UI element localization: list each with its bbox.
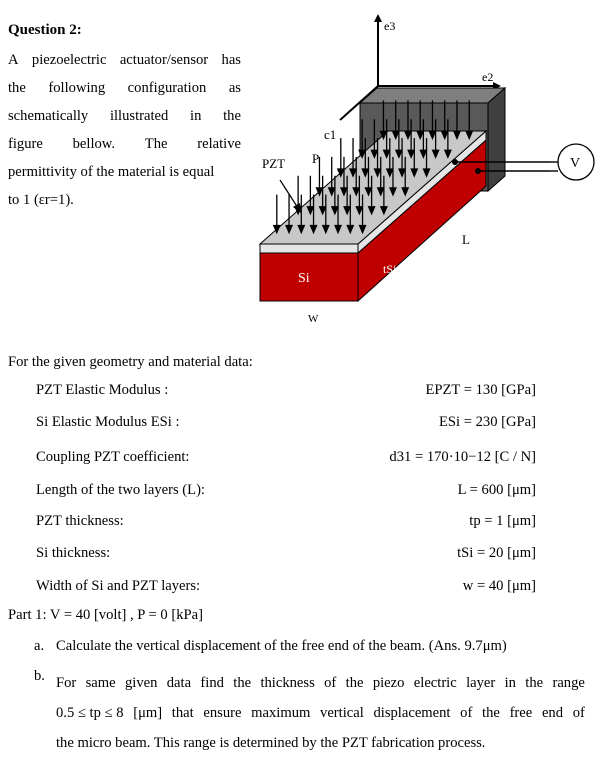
axis-e3-label: e3 bbox=[384, 19, 396, 33]
intro-word: has bbox=[221, 52, 241, 68]
intro-word: bellow. bbox=[72, 136, 116, 152]
intro-line bbox=[8, 102, 241, 130]
axis-c1-label: c1 bbox=[324, 127, 337, 142]
geometry-row-label: Length of the two layers (L): bbox=[36, 482, 205, 498]
question-title: Question 2: bbox=[8, 22, 82, 38]
geometry-row-label: PZT thickness: bbox=[36, 513, 124, 529]
item-b-word: the bbox=[345, 675, 364, 691]
intro-line bbox=[8, 74, 241, 102]
intro-word: relative bbox=[197, 136, 241, 152]
item-b-word: ensure bbox=[203, 705, 242, 721]
intro-word: The bbox=[144, 136, 168, 152]
geometry-row bbox=[36, 513, 536, 535]
geometry-row-label: PZT Elastic Modulus : bbox=[36, 382, 169, 398]
geometry-row bbox=[36, 382, 536, 404]
pzt-front-strip bbox=[260, 244, 358, 253]
item-b-word: find bbox=[200, 675, 224, 691]
intro-word: piezoelectric bbox=[31, 52, 107, 68]
intro-word: illustrated bbox=[109, 108, 169, 124]
item-b-text bbox=[56, 668, 585, 758]
actuator-figure bbox=[250, 8, 605, 328]
intro-line bbox=[8, 130, 241, 158]
item-b-word: that bbox=[171, 705, 194, 721]
pzt-label: PZT bbox=[262, 156, 286, 171]
intro-line bbox=[8, 46, 241, 74]
item-b-word: the micro beam. This range is determined by the PZT fabrication process. bbox=[56, 735, 486, 751]
support-block-side bbox=[488, 88, 505, 191]
tsi-label: tSi bbox=[383, 262, 397, 276]
item-b-word: end bbox=[541, 705, 564, 721]
geometry-row bbox=[36, 414, 536, 436]
item-b-word: of bbox=[572, 705, 585, 721]
item-b-word: range bbox=[552, 675, 585, 691]
item-b-word: electric bbox=[413, 675, 457, 691]
item-b-word: For bbox=[56, 675, 77, 691]
item-b-word: in bbox=[504, 675, 516, 691]
item-a-marker: a. bbox=[34, 638, 45, 654]
intro-word: in bbox=[190, 108, 202, 124]
intro-line bbox=[8, 158, 241, 186]
geometry-row-value: d31 = 170·10−12 [C / N] bbox=[389, 449, 536, 465]
pressure-label: P bbox=[312, 151, 320, 166]
item-b-word: vertical bbox=[320, 705, 364, 721]
axis-e2-label: e2 bbox=[482, 70, 494, 84]
intro-word: following bbox=[48, 80, 106, 96]
item-b-word: maximum bbox=[251, 705, 311, 721]
geometry-row bbox=[36, 545, 536, 567]
item-b-word: of bbox=[324, 675, 337, 691]
part1-item-b bbox=[34, 668, 594, 758]
intro-word: permittivity of the material is equal bbox=[8, 164, 215, 180]
geometry-intro: For the given geometry and material data: bbox=[8, 354, 253, 370]
geometry-row bbox=[36, 482, 536, 504]
intro-word: to 1 (εr=1). bbox=[8, 192, 74, 208]
geometry-row-value: ESi = 230 [GPa] bbox=[438, 414, 536, 430]
item-b-word: thickness bbox=[260, 675, 315, 691]
intro-word: the bbox=[223, 108, 241, 124]
item-b-word: same bbox=[85, 675, 116, 691]
voltage-label: V bbox=[570, 156, 581, 171]
item-b-word: 0.5 ≤ tp ≤ 8 bbox=[56, 705, 124, 721]
intro-word: schematically bbox=[8, 108, 89, 124]
question-intro bbox=[8, 46, 241, 214]
intro-word: figure bbox=[8, 136, 43, 152]
item-b-word: the bbox=[233, 675, 252, 691]
item-b-word: given bbox=[124, 675, 158, 691]
geometry-row bbox=[36, 449, 536, 471]
item-b-word: [μm] bbox=[133, 705, 163, 721]
intro-word: A bbox=[8, 52, 19, 68]
item-b-word: of bbox=[460, 705, 473, 721]
geometry-row-value: L = 600 [μm] bbox=[457, 482, 536, 498]
geometry-row-value: w = 40 [μm] bbox=[462, 578, 536, 594]
item-a-text: Calculate the vertical displacement of the free end of the beam. (Ans. 9.7μm) bbox=[56, 638, 507, 654]
intro-word: configuration bbox=[127, 80, 207, 96]
geometry-row-label: Width of Si and PZT layers: bbox=[36, 578, 201, 594]
geometry-row-label: Si Elastic Modulus ESi : bbox=[36, 414, 180, 430]
item-b-word: data bbox=[166, 675, 192, 691]
intro-line bbox=[8, 186, 241, 214]
geometry-row-label: Coupling PZT coefficient: bbox=[36, 449, 190, 465]
item-b-word: layer bbox=[466, 675, 496, 691]
part1-item-a bbox=[34, 638, 594, 660]
axis-e3-arrowhead bbox=[374, 14, 382, 22]
item-b-word: the bbox=[482, 705, 500, 721]
intro-word: actuator/sensor bbox=[119, 52, 209, 68]
intro-word: the bbox=[8, 80, 26, 96]
geometry-row-label: Si thickness: bbox=[36, 545, 111, 561]
si-label: Si bbox=[298, 271, 310, 286]
width-label: W bbox=[308, 313, 319, 325]
item-b-word: displacement bbox=[373, 705, 451, 721]
geometry-row bbox=[36, 578, 536, 600]
geometry-row-value: EPZT = 130 [GPa] bbox=[425, 382, 536, 398]
item-b-marker: b. bbox=[34, 668, 45, 684]
intro-word: as bbox=[228, 80, 241, 96]
item-b-word: the bbox=[525, 675, 544, 691]
length-label: L bbox=[462, 232, 470, 247]
item-b-word: piezo bbox=[372, 675, 405, 691]
item-b-line bbox=[56, 668, 585, 698]
geometry-row-value: tp = 1 [μm] bbox=[469, 513, 536, 529]
item-b-line bbox=[56, 698, 585, 728]
geometry-row-value: tSi = 20 [μm] bbox=[457, 545, 536, 561]
part1-heading: Part 1: V = 40 [volt] , P = 0 [kPa] bbox=[8, 607, 203, 623]
item-b-word: free bbox=[509, 705, 533, 721]
